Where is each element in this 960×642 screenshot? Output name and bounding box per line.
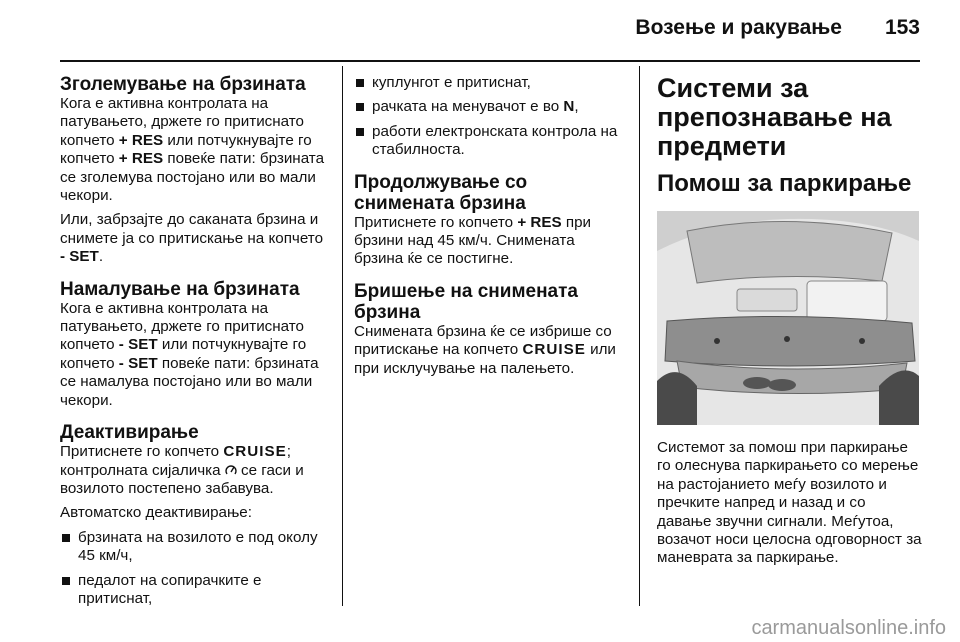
list-auto-deactivation xyxy=(60,529,332,609)
list-deactivation-continued xyxy=(354,74,628,160)
column-2 xyxy=(354,74,628,384)
header-rule xyxy=(60,60,920,62)
list-item: брзината на возилото е под околу 45 км/ч, xyxy=(60,529,332,566)
paragraph-increase-speed: Кога е активна контролата на патувањето, држете го притиснато копчето + RES или потчукнувајте го копчето + RES повеќе пати: брзината се зголемува постојано или во мали чекори. xyxy=(60,95,325,205)
section-title: Системи за препознавање на предмети xyxy=(657,73,892,161)
heading-delete-speed: Бришење на снимената брзина xyxy=(354,280,578,323)
car-rear-illustration xyxy=(657,211,919,425)
heading-resume-speed: Продолжување со снимената брзина xyxy=(354,171,528,214)
paragraph-deactivation: Притиснете го копчето CRUISE; контролната сијаличка се гаси и возилото постепено забавува. xyxy=(60,443,304,497)
cruise-control-icon xyxy=(225,463,237,477)
heading-increase-speed: Зголемување на брзината xyxy=(60,74,306,95)
paragraph-delete-speed: Снимената брзина ќе се избрише со притискање на копчето CRUISE или при исклучување на палењето. xyxy=(354,322,616,377)
list-item: куплунгот е притиснат, xyxy=(354,74,628,92)
column-1 xyxy=(60,74,332,614)
paragraph-auto-deactivation: Автоматско деактивирање: xyxy=(60,504,252,522)
watermark: carmanualsonline.info xyxy=(751,617,946,639)
column-3 xyxy=(657,74,923,574)
column-divider-1 xyxy=(342,66,343,606)
parking-sensor-photo xyxy=(657,211,919,425)
list-item: педалот на сопирачките е притиснат, xyxy=(60,572,332,609)
page-number: 153 xyxy=(884,16,920,39)
list-item: рачката на менувачот е во N, xyxy=(354,98,628,116)
header-title: Возење и ракување xyxy=(635,16,842,39)
heading-decrease-speed: Намалување на брзината xyxy=(60,278,300,300)
list-item: работи електронската контрола на стабилноста. xyxy=(354,123,628,160)
heading-deactivation: Деактивирање xyxy=(60,422,199,444)
paragraph-decrease-speed: Кога е активна контролата на патувањето, држете го притиснато копчето - SET или потчукнувајте го копчето - SET повеќе пати: брзината се намалува постојано или во мали чекори. xyxy=(60,299,319,409)
section-subtitle: Помош за паркирање xyxy=(657,170,912,197)
paragraph-resume-speed: Притиснете го копчето + RES при брзини над 45 км/ч. Снимената брзина ќе се постигне. xyxy=(354,213,592,268)
paragraph-set-speed: Или, забрзајте до саканата брзина и снимете ја со притискање на копчето - SET. xyxy=(60,211,324,266)
column-divider-2 xyxy=(639,66,640,606)
paragraph-parking-assist: Системот за помош при паркирање го олеснува паркирањето со мерење на растојанието меѓу возилото и пречките напред и назад и со давање звучни сигнали. Меѓутоа, возачот носи целосна одговорност за маневрата за паркирање. xyxy=(657,439,922,567)
